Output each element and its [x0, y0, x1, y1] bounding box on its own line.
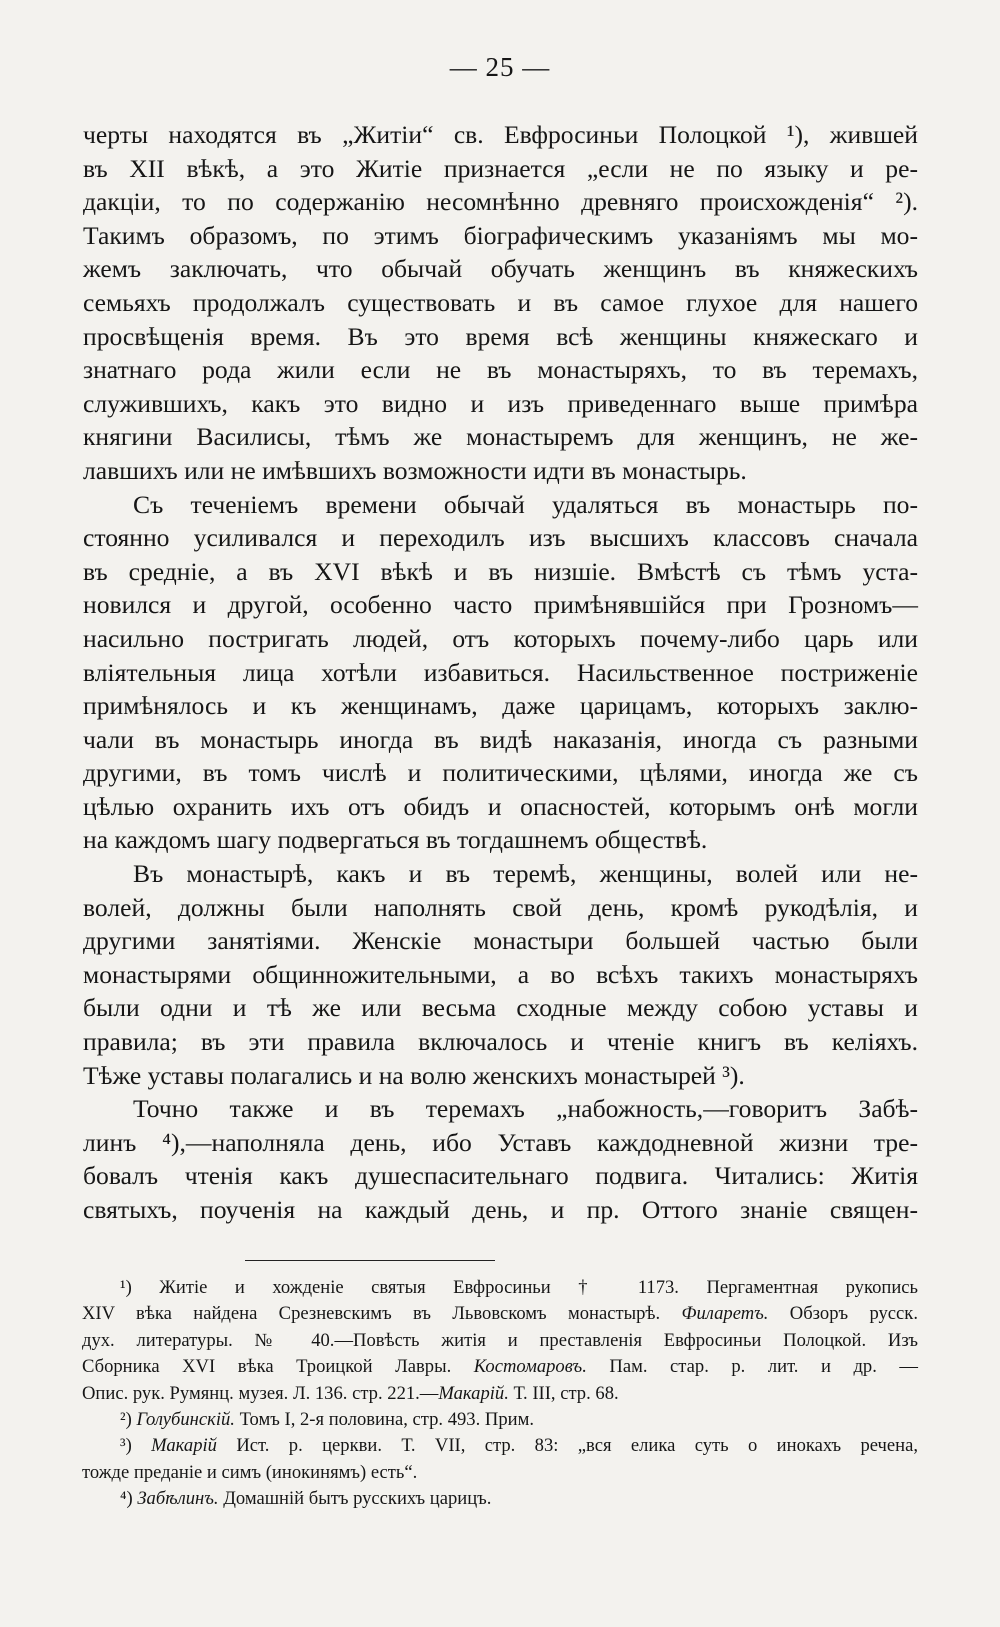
text-line: стоянно усиливался и переходилъ изъ высшихъ классовъ сначала — [83, 523, 918, 553]
main-text — [83, 118, 918, 1227]
text-line: святыхъ, поученія на каждый день, и пр. Оттого знаніе священ- — [83, 1195, 918, 1224]
footnote-line — [82, 1381, 918, 1407]
text-line: были одни и тѣ же или весьма сходные между собою уставы и — [83, 993, 918, 1023]
text-line: дакціи, то по содержанію несомнѣнно древняго происхожденія“ ²). — [83, 187, 918, 217]
text-line: вліятельныя лица хотѣли избавиться. Насильственное постриженіе — [83, 657, 918, 687]
text-line: Съ теченіемъ времени обычай удаляться въ монастырь по- — [133, 489, 918, 519]
text-line: жемъ заключать, что обычай обучать женщинъ въ княжескихъ — [83, 254, 918, 284]
text-line: просвѣщенія время. Въ это время всѣ женщины княжескаго и — [83, 321, 918, 351]
footnote-line — [82, 1407, 918, 1433]
text-line: въ XII вѣкѣ, а это Житіе признается „если не по языку и ре- — [83, 153, 918, 183]
footnote-line — [82, 1460, 918, 1486]
footnote-line — [82, 1275, 918, 1301]
footnote-author: Макарій — [151, 1435, 217, 1457]
text-line: Такимъ образомъ, по этимъ біографическимъ указаніямъ мы мо- — [83, 220, 918, 250]
text-line: монастырями общинножительными, а во всѣхъ такихъ монастыряхъ — [83, 959, 918, 989]
text-line: Въ монастырѣ, какъ и въ теремѣ, женщины, волей или не- — [133, 859, 918, 889]
footnote-text: Пам. стар. р. лит. и др. — — [609, 1356, 919, 1378]
footnote-line — [82, 1354, 918, 1380]
text-line: служившихъ, какъ это видно и изъ приведеннаго выше примѣра — [83, 388, 918, 418]
footnote-text: Сборника XVI вѣка Троицкой Лавры. — [82, 1356, 452, 1378]
footnote-mark: ³) — [120, 1435, 132, 1457]
footnote-text: Обзоръ русск. — [789, 1303, 918, 1325]
text-line: цѣлью охранить ихъ отъ обидъ и опасностей, которымъ онѣ могли — [83, 791, 918, 821]
text-line: насильно постригать людей, отъ которыхъ почему-либо царь или — [83, 623, 918, 653]
text-line: бовалъ чтенія какъ душеспасительнаго подвига. Читались: Житія — [83, 1161, 918, 1191]
page-number: — 25 — — [449, 52, 551, 82]
text-line: черты находятся въ „Житіи“ св. Евфросиньи Полоцкой ¹), жившей — [83, 120, 918, 149]
text-line: лавшихъ или не имѣвшихъ возможности идти въ монастырь. — [83, 455, 747, 485]
footnote-line — [82, 1433, 918, 1459]
text-line: другими занятіями. Женскіе монастыри большей частью были — [83, 926, 918, 956]
footnote-divider — [245, 1260, 495, 1261]
text-line: линъ ⁴),—наполняла день, ибо Уставъ каждодневной жизни тре- — [83, 1127, 918, 1157]
text-line: новился и другой, особенно часто примѣнявшійся при Грозномъ— — [83, 590, 918, 620]
footnote-mark: ⁴) — [120, 1488, 133, 1510]
text-line: другими, въ томъ числѣ и политическими, цѣлями, иногда же съ — [83, 758, 918, 788]
footnote-text: Домашній бытъ русскихъ царицъ. — [223, 1488, 492, 1510]
footnote-author: Голубинскій. — [136, 1408, 235, 1430]
footnote-text: тожде преданіе и симъ (инокинямъ) есть“. — [82, 1461, 418, 1483]
text-line: Точно также и въ теремахъ „набожность,—говоритъ Забѣ- — [133, 1094, 918, 1124]
footnotes — [82, 1275, 918, 1513]
text-line: семьяхъ продолжалъ существовать и въ самое глухое для нашего — [83, 287, 918, 317]
footnote-text: Т. III, стр. 68. — [513, 1382, 619, 1404]
footnote-mark: ²) — [120, 1408, 132, 1430]
text-line: правила; въ эти правила включалось и чтеніе книгъ въ келіяхъ. — [83, 1027, 918, 1057]
footnote-text: Опис. рук. Румянц. музея. Л. 136. стр. 221.— — [82, 1382, 439, 1404]
footnote-line — [82, 1328, 918, 1354]
footnote-author: Забѣлинъ. — [137, 1488, 219, 1510]
footnote-author: Костомаровъ. — [473, 1356, 587, 1378]
text-line: на каждомъ шагу подвергаться въ тогдашнемъ обществѣ. — [83, 825, 708, 855]
footnote-text: ¹) Житіе и хожденіе святыя Евфросиньи † 1173. Пергаментная рукопись — [120, 1277, 918, 1298]
text-line: княгини Василисы, тѣмъ же монастыремъ для женщинъ, не же- — [83, 422, 918, 452]
footnote-text: дух. литературы. № 40.—Повѣсть житія и преставленія Евфросиньи Полоцкой. Изъ — [82, 1329, 918, 1351]
text-line: примѣнялось и къ женщинамъ, даже царицамъ, которыхъ заклю- — [83, 691, 918, 721]
footnote-author: Макарій. — [438, 1382, 509, 1404]
footnote-text: Ист. р. церкви. Т. VII, стр. 83: „вся елика суть о инокахъ речена, — [236, 1435, 918, 1457]
text-line: волей, должны были наполнять свой день, кромѣ рукодѣлія, и — [83, 892, 918, 922]
footnote-line — [82, 1301, 918, 1327]
text-line: знатнаго рода жили если не въ монастыряхъ, то въ теремахъ, — [83, 355, 918, 385]
footnote-author: Филаретъ. — [681, 1303, 769, 1325]
footnote-line — [82, 1486, 918, 1512]
text-line: чали въ монастырь иногда въ видѣ наказанія, иногда съ разными — [83, 724, 918, 754]
footnote-text: XIV вѣка найдена Срезневскимъ въ Львовскомъ монастырѣ. — [82, 1303, 661, 1325]
text-line: Тѣже уставы полагались и на волю женскихъ монастырей ³). — [83, 1060, 745, 1090]
text-line: въ средніе, а въ XVI вѣкѣ и въ низшіе. Вмѣстѣ съ тѣмъ уста- — [83, 556, 918, 586]
footnote-text: Томъ I, 2-я половина, стр. 493. Прим. — [239, 1408, 534, 1430]
